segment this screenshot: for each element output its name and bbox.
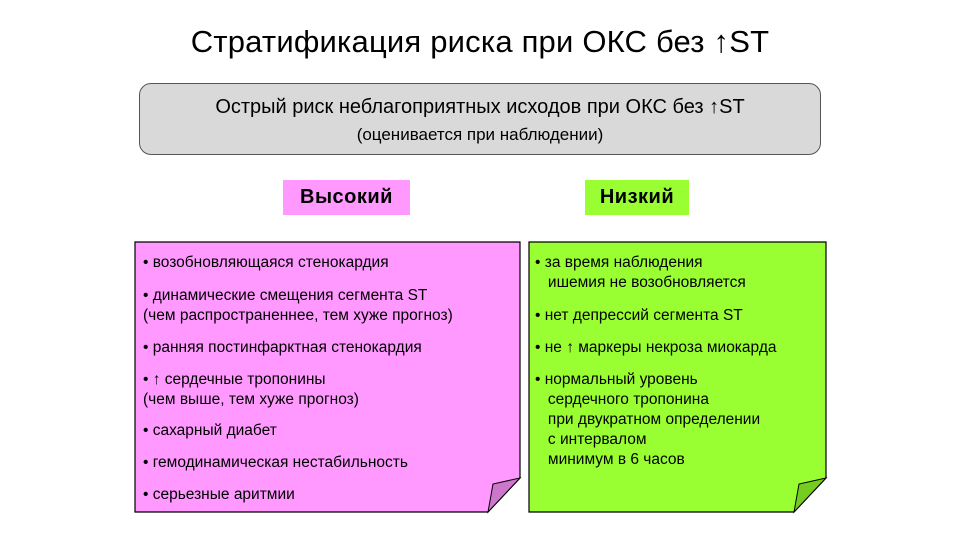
acute-risk-title: Острый риск неблагоприятных исходов при ОКС без ↑ST (215, 96, 745, 118)
high-risk-item: • динамические смещения сегмента ST (чем распространеннее, тем хуже прогноз) (143, 287, 453, 324)
acute-risk-subtitle: (оценивается при наблюдении) (356, 125, 604, 144)
high-risk-item: • возобновляющаяся стенокардия (143, 254, 389, 271)
page-title: Стратификация риска при ОКС без ↑ST (190, 24, 770, 59)
low-risk-item: • нет депрессий сегмента ST (535, 307, 743, 324)
high-risk-item: • ↑ сердечные тропонины (чем выше, тем хуже прогноз) (143, 371, 359, 408)
low-risk-item: • за время наблюдения ишемия не возобновляется (535, 254, 746, 291)
low-risk-item: • нормальный уровень сердечного тропонина при двукратном определении с интервалом минимум в 6 часов (535, 371, 761, 468)
high-risk-item: • серьезные аритмии (143, 486, 295, 503)
high-risk-item: • гемодинамическая нестабильность (143, 454, 408, 471)
low-risk-item: • не ↑ маркеры некроза миокарда (535, 339, 777, 356)
high-risk-item: • сахарный диабет (143, 422, 277, 439)
high-risk-item: • ранняя постинфарктная стенокардия (143, 339, 422, 356)
low-risk-label: Низкий (585, 180, 689, 215)
high-risk-label: Высокий (283, 180, 410, 215)
